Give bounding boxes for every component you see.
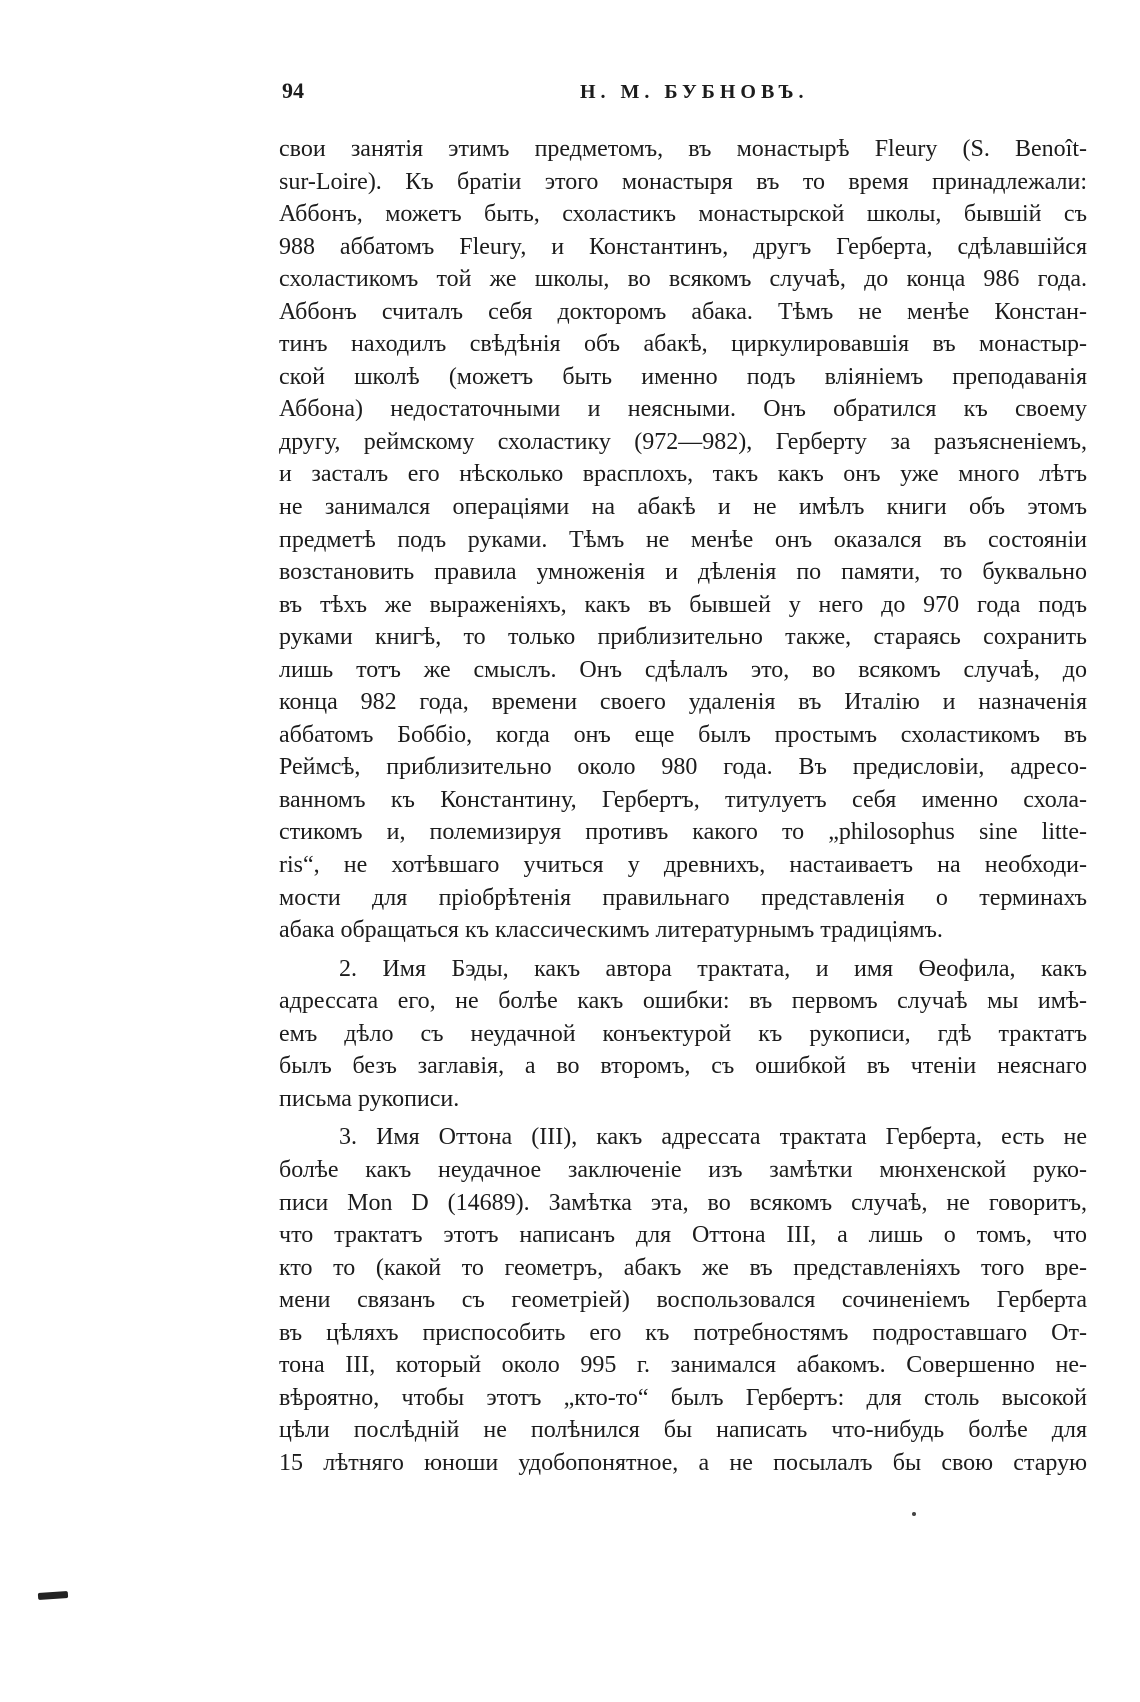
scan-artifact-mark: [38, 1591, 68, 1600]
text-line: цѣли послѣдній не полѣнился бы написать что-нибудь болѣе для: [279, 1417, 1087, 1444]
text-line: Реймсѣ, приблизительно около 980 года. Въ предисловіи, адресо-: [279, 754, 1087, 781]
text-line: схоластикомъ той же школы, во всякомъ случаѣ, до конца 986 года.: [279, 266, 1087, 293]
paragraph-1: [279, 133, 1087, 947]
text-line: возстановить правила умноженія и дѣленія по памяти, то буквально: [279, 559, 1087, 586]
text-line: въ цѣляхъ приспособить его къ потребностямъ подроставшаго От-: [279, 1319, 1087, 1346]
text-line: ванномъ къ Константину, Гербертъ, титулуетъ себя именно схола-: [279, 786, 1087, 813]
text-line: что трактатъ этотъ написанъ для Оттона III, а лишь о томъ, что: [279, 1222, 1087, 1249]
text-line: тона III, который около 995 г. занимался абакомъ. Совершенно не-: [279, 1352, 1087, 1379]
text-line: Аббонъ считалъ себя докторомъ абака. Тѣмъ не менѣе Констан-: [279, 298, 1087, 325]
text-line: тинъ находилъ свѣдѣнія объ абакѣ, циркулировавшія въ монастыр-: [279, 331, 1087, 358]
page-number: 94: [282, 78, 304, 103]
text-line: адрессата его, не болѣе какъ ошибки: въ первомъ случаѣ мы имѣ-: [279, 988, 1087, 1015]
text-line: болѣе какъ неудачное заключеніе изъ замѣтки мюнхенской руко-: [279, 1156, 1087, 1183]
paragraph-3: [279, 1121, 1087, 1479]
text-line: Аббонъ, можетъ быть, схоластикъ монастырской школы, бывшій съ: [279, 201, 1087, 228]
text-line: емъ дѣло съ неудачной конъектурой къ рукописи, гдѣ трактатъ: [279, 1020, 1087, 1047]
text-line: не занимался операціями на абакѣ и не имѣлъ книги объ этомъ: [279, 494, 1087, 521]
text-line: въ тѣхъ же выраженіяхъ, какъ въ бывшей у него до 970 года подъ: [279, 591, 1087, 618]
text-line: былъ безъ заглавія, а во второмъ, съ ошибкой въ чтеніи неяснаго: [279, 1053, 1087, 1080]
text-line: мени связанъ съ геометріей) воспользовался сочиненіемъ Герберта: [279, 1287, 1087, 1314]
text-line: стикомъ и, полемизируя противъ какого то „philosophus sine litte-: [279, 819, 1087, 846]
text-line: аббатомъ Боббіо, когда онъ еще былъ простымъ схоластикомъ въ: [279, 721, 1087, 748]
text-line: 988 аббатомъ Fleury, и Константинъ, другъ Герберта, сдѣлавшійся: [279, 233, 1087, 260]
body-text: [279, 133, 1087, 1479]
text-line: ris“, не хотѣвшаго учиться у древнихъ, настаиваетъ на необходи-: [279, 852, 1087, 879]
text-line: предметѣ подъ руками. Тѣмъ не менѣе онъ оказался въ состояніи: [279, 526, 1087, 553]
text-line: и засталъ его нѣсколько врасплохъ, такъ какъ онъ уже много лѣтъ: [279, 461, 1087, 488]
paragraph-2: [279, 953, 1087, 1116]
text-line: писи Mon D (14689). Замѣтка эта, во всякомъ случаѣ, не говоритъ,: [279, 1189, 1087, 1216]
text-line: письма рукописи.: [279, 1085, 460, 1112]
text-line: 2. Имя Бэды, какъ автора трактата, и имя Өеофила, какъ: [339, 955, 1087, 982]
text-line: свои занятія этимъ предметомъ, въ монастырѣ Fleury (S. Benoît-: [279, 136, 1087, 162]
text-line: руками книгѣ, то только приблизительно также, стараясь сохранить: [279, 624, 1087, 651]
text-line: другу, реймскому схоластику (972—982), Герберту за разъясненіемъ,: [279, 428, 1087, 455]
text-line: sur-Loire). Къ братіи этого монастыря въ то время принадлежали:: [279, 168, 1087, 195]
running-head: Н. М. БУБНОВЪ.: [580, 81, 809, 103]
scan-artifact-dot: [912, 1512, 916, 1516]
text-line: абака обращаться къ классическимъ литературнымъ традиціямъ.: [279, 917, 943, 944]
text-line: лишь тотъ же смыслъ. Онъ сдѣлалъ это, во всякомъ случаѣ, до: [279, 656, 1087, 683]
text-line: мости для пріобрѣтенія правильнаго представленія о терминахъ: [279, 884, 1087, 911]
text-line: Аббона) недостаточными и неясными. Онъ обратился къ своему: [279, 396, 1087, 423]
text-line: 15 лѣтняго юноши удобопонятное, а не посылалъ бы свою старую: [279, 1449, 1087, 1476]
text-line: кто то (какой то геометръ, абакъ же въ представленіяхъ того вре-: [279, 1254, 1087, 1281]
text-line: 3. Имя Оттона (III), какъ адрессата трактата Герберта, есть не: [339, 1124, 1087, 1151]
text-line: ской школѣ (можетъ быть именно подъ вліяніемъ преподаванія: [279, 363, 1087, 390]
text-line: конца 982 года, времени своего удаленія въ Италію и назначенія: [279, 689, 1087, 716]
text-line: вѣроятно, чтобы этотъ „кто-то“ былъ Гербертъ: для столь высокой: [279, 1384, 1087, 1411]
